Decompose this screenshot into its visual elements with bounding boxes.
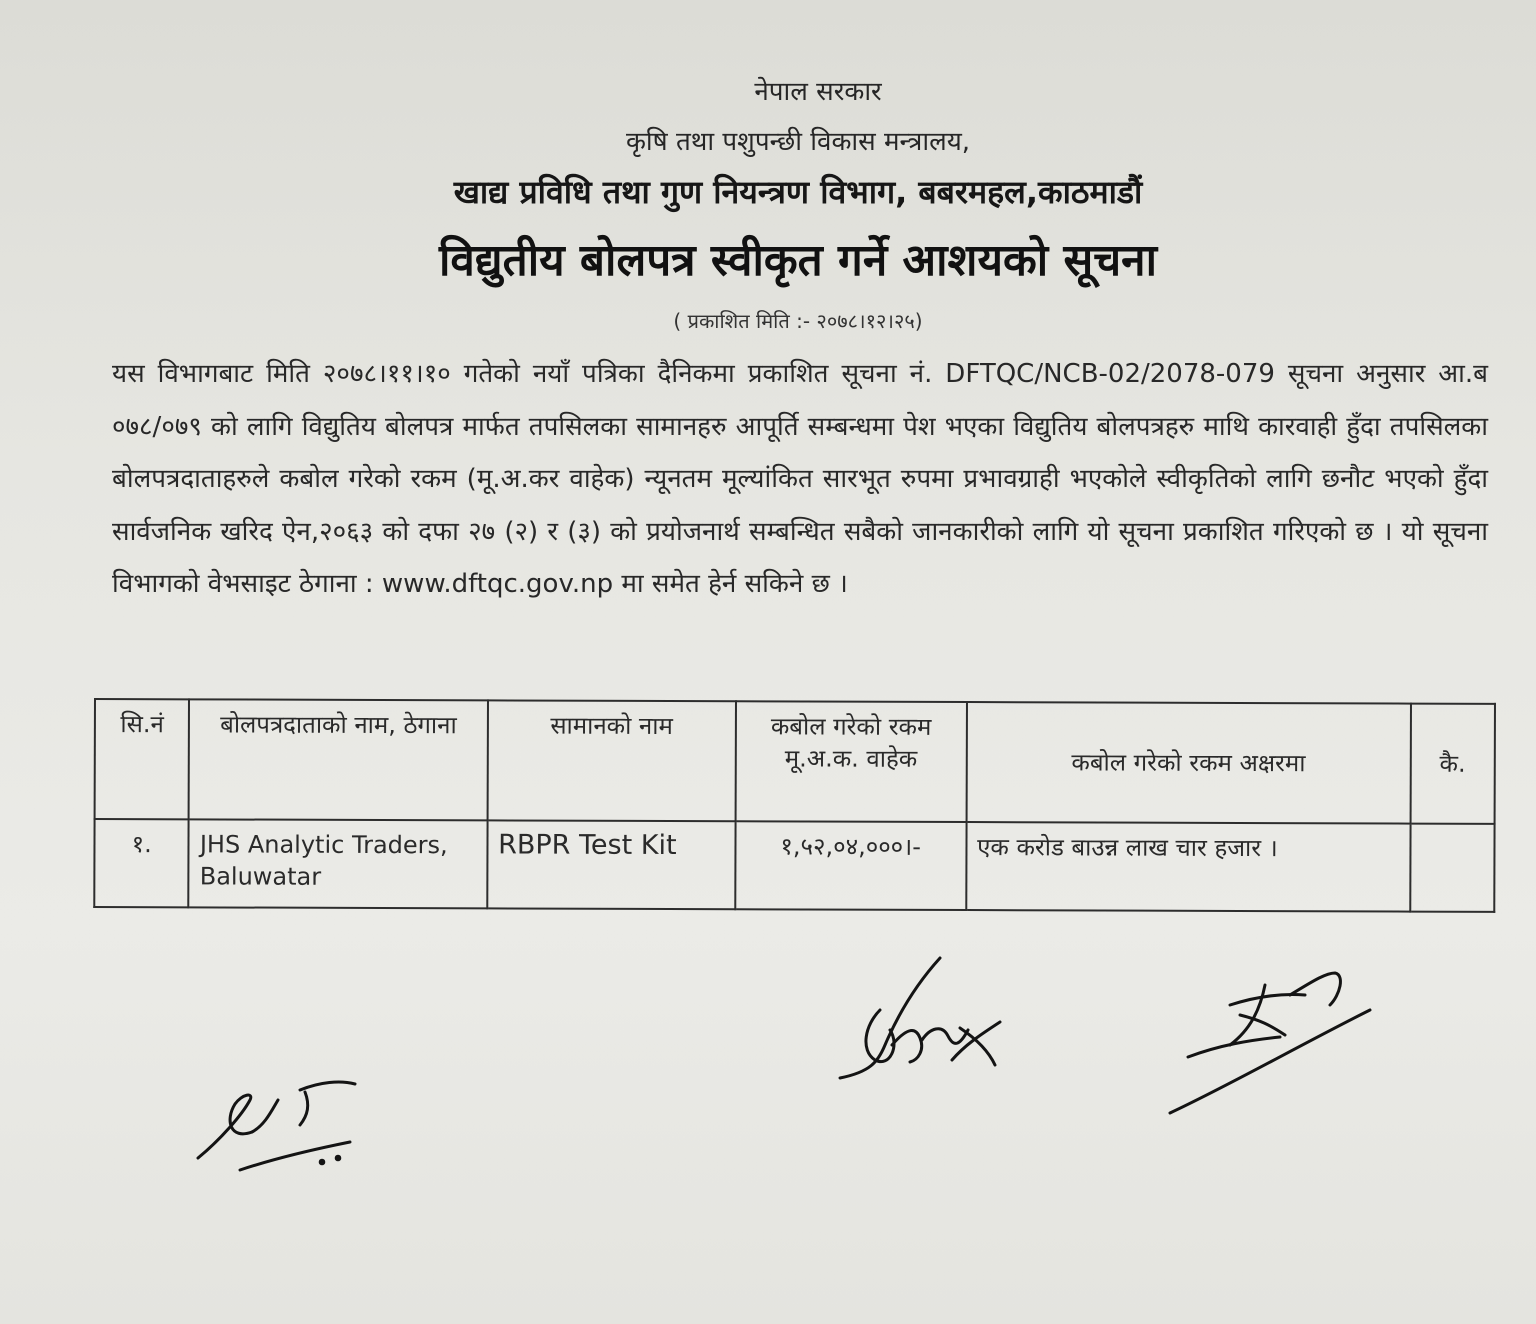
- cell-amount-words: एक करोड बाउन्न लाख चार हजार ।: [966, 822, 1410, 912]
- cell-item: RBPR Test Kit: [487, 820, 735, 909]
- notice-body-paragraph: यस विभागबाट मिति २०७८।११।१० गतेको नयाँ पत्रिका दैनिकमा प्रकाशित सूचना नं. DFTQC/NCB-02/2078-079 सूचना अनुसार आ.ब ०७८/०७९ को लागि विद्युतिय बोलपत्र मार्फत तपसिलका सामानहरु आपूर्ति सम्बन्धमा पेश भएका विद्युतिय बोलपत्रहरु माथि कारवाही हुँदा तपसिलका बोलपत्रदाताहरुले कबोल गरेको रकम (मू.अ.कर वाहेक) न्यूनतम मूल्यांकित सारभूत रुपमा प्रभावग्राही भएकोले स्वीकृतिको लागि छनौट भएको हुँदा सार्वजनिक खरिद ऐन,२०६३ को दफा २७ (२) र (३) को प्रयोजनार्थ सम्बन्धित सबैको जानकारीको लागि यो सूचना प्रकाशित गरिएको छ । यो सूचना विभागको वेभसाइट ठेगाना : www.dftqc.gov.np मा समेत हेर्न सकिने छ ।: [112, 359, 1488, 599]
- header-serial: सि.नं: [95, 699, 190, 819]
- header-amount-words: कबोल गरेको रकम अक्षरमा: [966, 702, 1410, 824]
- header-remarks: कै.: [1410, 704, 1495, 824]
- signature-left: [180, 1070, 380, 1180]
- cell-amount: १,५२,०४,०००।-: [735, 821, 966, 910]
- government-name: नेपाल सरकार: [754, 77, 882, 107]
- table-header-row: [95, 699, 1495, 824]
- signature-right: [1160, 965, 1380, 1125]
- published-date: ( प्रकाशित मिति :- २०७८।१२।२५): [673, 309, 923, 333]
- cell-bidder: JHS Analytic Traders, Baluwatar: [189, 819, 488, 908]
- table-row: [94, 819, 1494, 912]
- department-name: खाद्य प्रविधि तथा गुण नियन्त्रण विभाग, बबरमहल,काठमाडौं: [453, 173, 1143, 211]
- cell-serial: १.: [94, 819, 189, 907]
- notice-title: विद्युतीय बोलपत्र स्वीकृत गर्ने आशयको सूचना: [439, 235, 1157, 286]
- header-bidder: बोलपत्रदाताको नाम, ठेगाना: [189, 699, 488, 820]
- header-amount: कबोल गरेको रकम मू.अ.क. वाहेक: [735, 701, 966, 822]
- award-table: [93, 698, 1496, 913]
- signature-middle: [830, 950, 1020, 1090]
- cell-remarks: [1410, 824, 1495, 912]
- header-item: सामानको नाम: [487, 700, 735, 821]
- ministry-name: कृषि तथा पशुपन्छी विकास मन्त्रालय,: [625, 127, 971, 157]
